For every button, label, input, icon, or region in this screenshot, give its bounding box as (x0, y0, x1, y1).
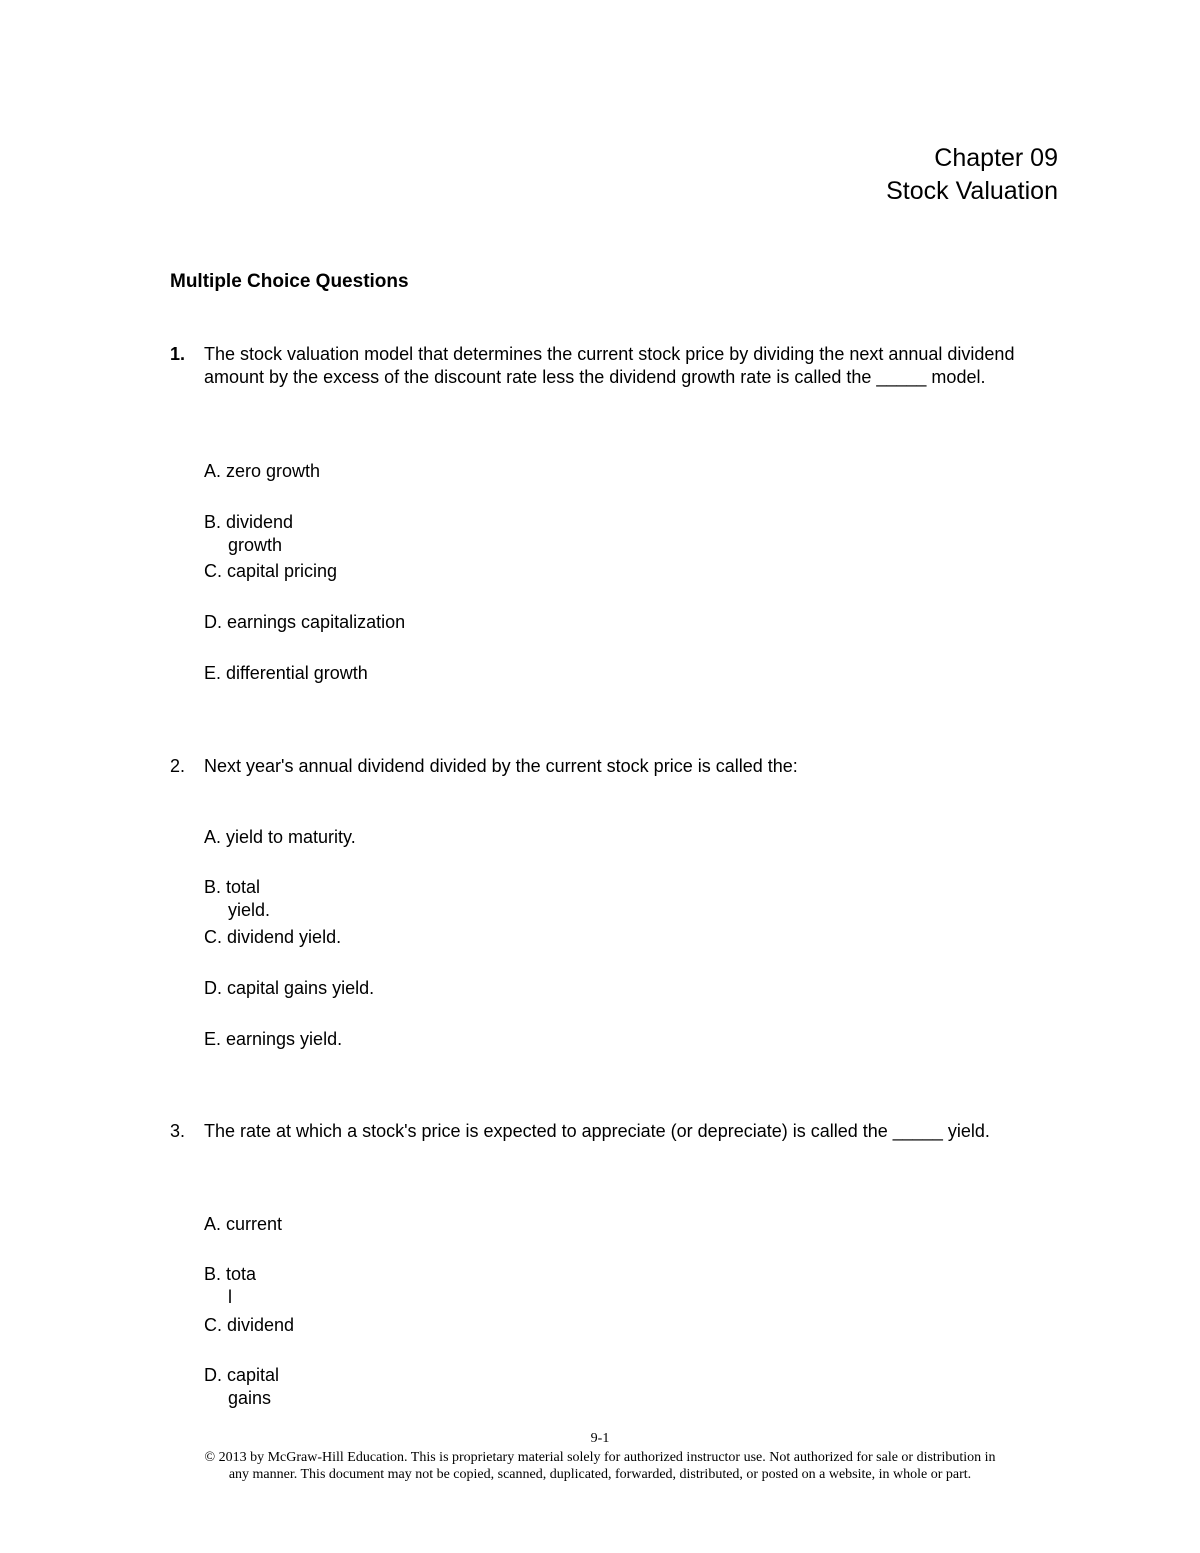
answer-option-text: B. tota (204, 1264, 257, 1284)
question-number: 2. (170, 756, 186, 776)
copyright-notice: © 2013 by McGraw-Hill Education. This is proprietary material solely for authorized instructor use. Not authorized for sale or distribution in (204, 1450, 996, 1465)
answer-option: A. zero growth (204, 461, 321, 481)
question-number: 1. (170, 344, 186, 364)
answer-option-continuation: l (228, 1287, 232, 1307)
page-number: 9-1 (590, 1431, 610, 1446)
question-text: The stock valuation model that determines the current stock price by dividing the next annual dividend amount by the excess of the discount rate less the dividend growth rate is called the _____ model. (204, 344, 1015, 387)
answer-option: D. earnings capitalization (204, 612, 406, 632)
section-title: Multiple Choice Questions (170, 271, 409, 292)
answer-option (204, 511, 293, 557)
answer-option-text: B. total (204, 877, 261, 897)
question-text: The rate at which a stock's price is expected to appreciate (or depreciate) is called the _____ yield. (204, 1121, 990, 1141)
answer-option-continuation: growth (228, 535, 283, 555)
chapter-title: Stock Valuation (886, 177, 1058, 205)
answer-option: A. current (204, 1214, 283, 1234)
answer-option: C. dividend yield. (204, 927, 342, 947)
answer-option: C. capital pricing (204, 561, 338, 581)
answer-option (204, 1263, 256, 1309)
question-text: Next year's annual dividend divided by the current stock price is called the: (204, 756, 798, 776)
answer-option (204, 1364, 279, 1410)
answer-option: A. yield to maturity. (204, 827, 356, 847)
question-number: 3. (170, 1121, 186, 1141)
answer-option-text: B. dividend (204, 512, 294, 532)
answer-option: D. capital gains yield. (204, 978, 375, 998)
answer-option-text: D. capital (204, 1365, 280, 1385)
copyright-notice-continued: any manner. This document may not be copied, scanned, duplicated, forwarded, distributed, or posted on a website, in whole or part. (228, 1467, 972, 1482)
chapter-number: Chapter 09 (934, 144, 1058, 172)
answer-option: E. earnings yield. (204, 1029, 343, 1049)
answer-option-continuation: gains (228, 1388, 272, 1408)
answer-option: C. dividend (204, 1315, 295, 1335)
answer-option: E. differential growth (204, 663, 368, 683)
answer-option-continuation: yield. (228, 900, 271, 920)
answer-option (204, 876, 270, 922)
